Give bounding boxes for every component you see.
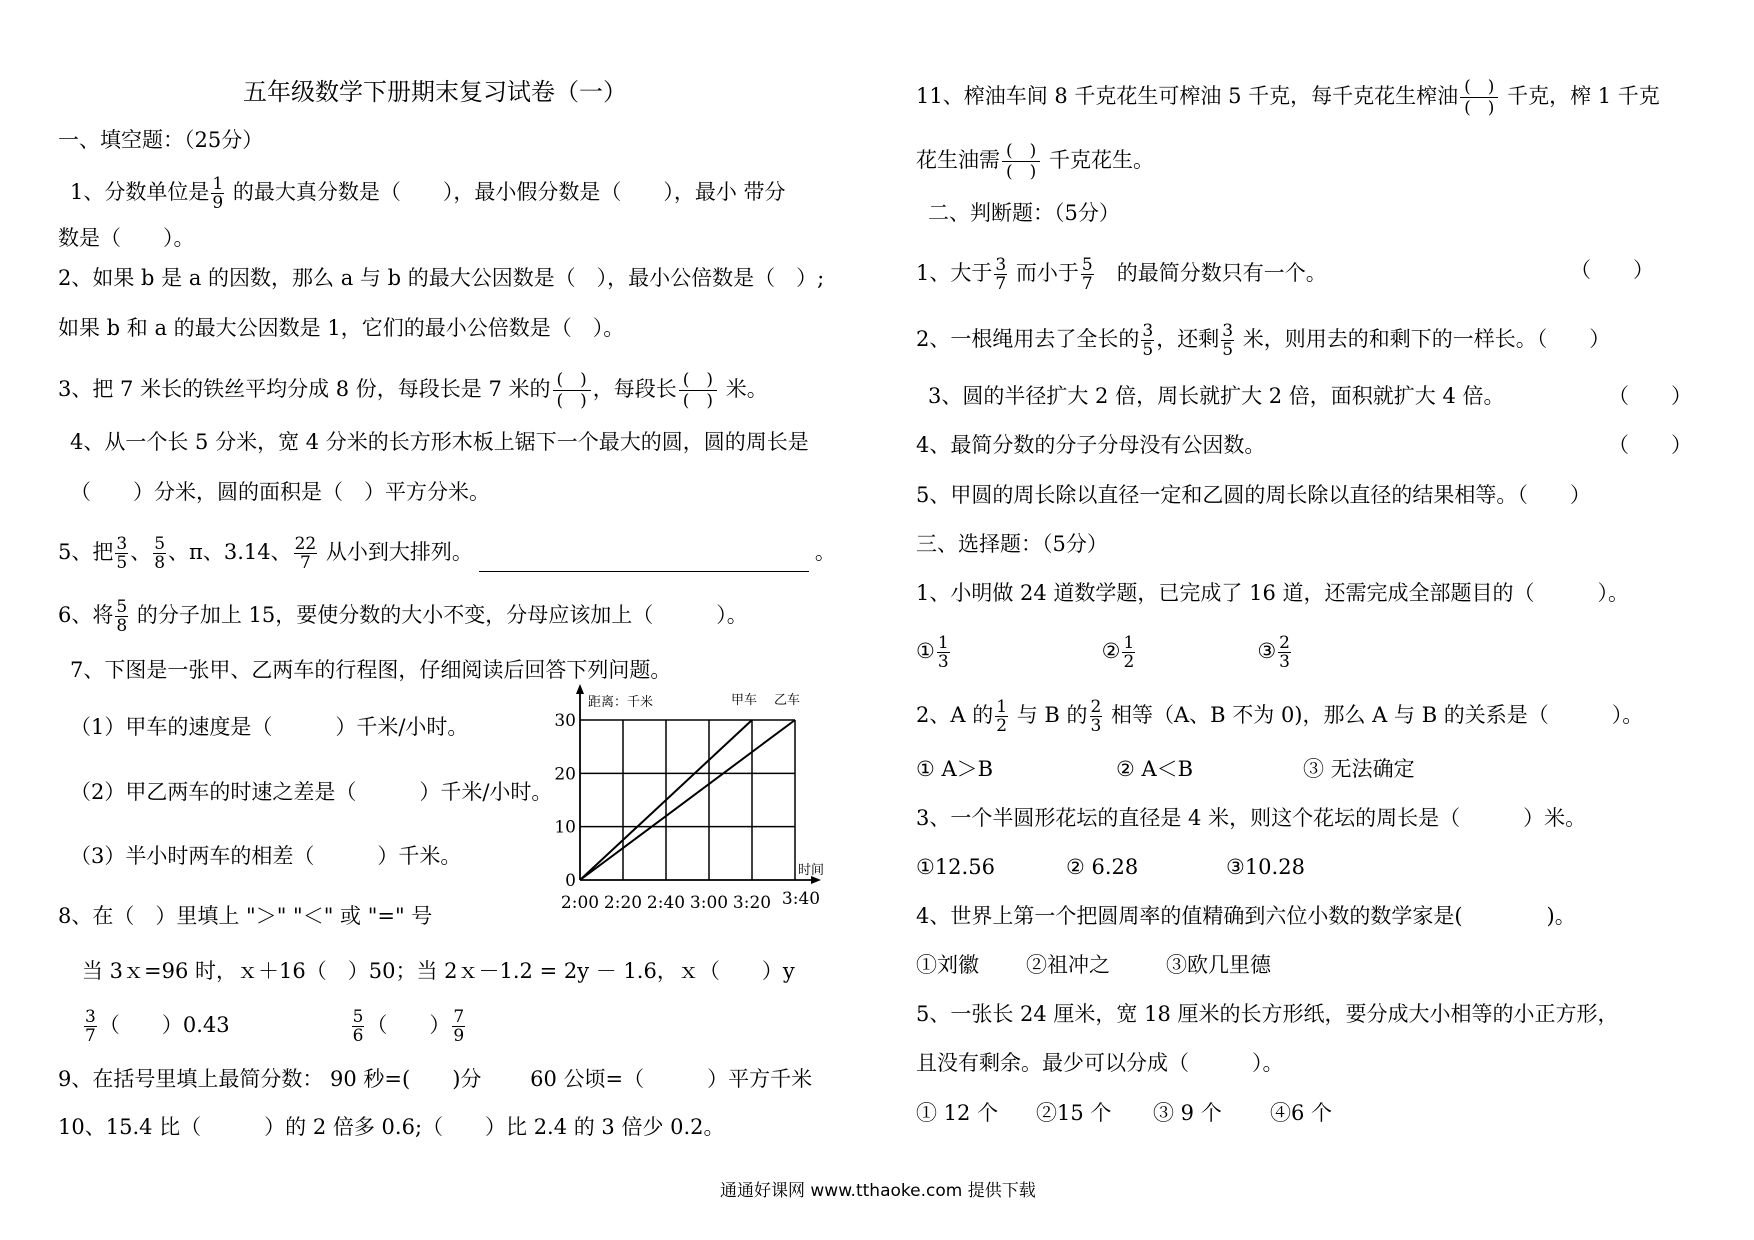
fraction: $\frac{5}{6}$ — [352, 1007, 364, 1046]
q11-text-d: 千克花生。 — [1042, 148, 1154, 172]
q3-text-b: ，每段长 — [592, 377, 677, 401]
q2-line2: 如果 b 和 a 的最大公因数是 1，它们的最小公倍数是（ ）。 — [58, 316, 625, 340]
q5-text-mid: 、π、3.14、 — [168, 540, 292, 564]
q11-line1 — [916, 77, 1660, 118]
option-2[interactable]: ② — [1101, 639, 1121, 663]
judge-answer-1[interactable]: （ ） — [1570, 258, 1654, 282]
judge-answer-4[interactable]: （ ） — [1608, 433, 1692, 457]
cq2-text-c: 相等（A、B 不为 0)，那么 A 与 B 的关系是（ ）。 — [1104, 703, 1644, 727]
q8-line: 8、在（ ）里填上 "＞" "＜" 或 "=" 号 — [58, 904, 433, 928]
judge-answer-2[interactable]: （ ） — [1536, 327, 1611, 351]
travel-chart — [545, 680, 865, 920]
x-tick-label: 3:40 — [781, 889, 821, 909]
x-tick-label: 3:00 — [689, 893, 729, 913]
x-tick-label: 3:20 — [732, 893, 772, 913]
cq2-text-a: 2、A 的 — [916, 703, 994, 727]
choice-q2 — [916, 698, 1643, 735]
fraction: $\frac{3}{5}$ — [1142, 321, 1154, 360]
fraction: $\frac{7}{9}$ — [453, 1007, 465, 1046]
fraction: $\frac{1}{2}$ — [1123, 633, 1135, 672]
judge-answer-3[interactable]: （ ） — [1608, 384, 1692, 408]
q2-line1: 2、如果 b 是 a 的因数，那么 a 与 b 的最大公因数是（ ），最小公倍数是（ ）; — [58, 266, 825, 290]
q8-compare-b: （ ） — [366, 1013, 451, 1037]
choice-q5-line2: 且没有剩余。最少可以分成（ ）。 — [916, 1051, 1284, 1075]
jq5-text: 5、甲圆的周长除以直径一定和乙圆的周长除以直径的结果相等。 — [916, 483, 1518, 507]
fraction: $\frac{3}{5}$ — [1222, 321, 1234, 360]
q5-text-a: 5、把 — [58, 540, 114, 564]
section2-header: 二、判断题：（5分） — [928, 201, 1120, 225]
page-title: 五年级数学下册期末复习试卷（一） — [243, 78, 627, 106]
q11-text-b: 千克，榨 1 千克 — [1500, 84, 1660, 108]
q7-sub2: （2）甲乙两车的时速之差是（ ）千米/小时。 — [70, 780, 553, 804]
q11-text-c: 花生油需 — [916, 148, 1000, 172]
chart-axes — [576, 684, 821, 884]
x-axis-label: 时间 — [797, 863, 825, 878]
choice-q4: 4、世界上第一个把圆周率的值精确到六位小数的数学家是( )。 — [916, 904, 1576, 928]
judge-q2 — [916, 322, 1610, 359]
choice-q1-options — [916, 634, 1293, 671]
fraction: $\frac{2}{3}$ — [1090, 697, 1102, 736]
q5-text-c: 。 — [814, 540, 836, 564]
choice-q2-opt1[interactable]: ① A＞B — [916, 757, 994, 781]
q5-text-b: 从小到大排列。 — [319, 540, 473, 564]
x-tick-label: 2:00 — [560, 893, 600, 913]
jq2-text-c: 米，则用去的和剩下的一样长。 — [1236, 327, 1537, 351]
series-label: 乙车 — [773, 693, 801, 708]
separator: 、 — [130, 540, 152, 564]
choice-q5-opt2[interactable]: ②15 个 — [1036, 1101, 1112, 1125]
paren-fraction: $\frac{( )}{( )}$ — [679, 370, 717, 411]
q7-sub1: （1）甲车的速度是（ ）千米/小时。 — [70, 715, 469, 739]
choice-q4-opt1[interactable]: ①刘徽 — [916, 953, 979, 977]
series-label: 甲车 — [730, 693, 758, 708]
judge-answer-5[interactable]: （ ） — [1517, 483, 1591, 507]
judge-q5 — [916, 481, 1591, 509]
y-axis-arrow — [576, 684, 584, 694]
y-tick-label: 0 — [565, 871, 576, 891]
paren-fraction: $\frac{( )}{( )}$ — [553, 370, 591, 411]
choice-q3: 3、一个半圆形花坛的直径是 4 米，则这个花坛的周长是（ ）米。 — [916, 806, 1587, 830]
section1-header: 一、填空题：（25分） — [58, 128, 264, 152]
q3-text-c: 米。 — [719, 377, 768, 401]
choice-q4-opt3[interactable]: ③欧几里德 — [1166, 953, 1271, 977]
jq1-text-c: 的最简分数只有一个。 — [1095, 261, 1327, 285]
q6-text-a: 6、将 — [58, 603, 114, 627]
fraction: $\frac{22}{7}$ — [294, 534, 317, 573]
fraction: $\frac{3}{5}$ — [116, 534, 128, 573]
choice-q3-opt1[interactable]: ①12.56 — [916, 855, 995, 879]
y-tick-label: 30 — [554, 711, 576, 731]
q8-line1: 当 3ｘ=96 时，ｘ＋16（ ）50；当 2ｘ－1.2 = 2y － 1.6，ｘ（ ）y — [82, 959, 795, 983]
q1-text-b: 的最大真分数是（ ），最小假分数是（ ），最小 带分 — [226, 180, 786, 204]
answer-line[interactable] — [479, 549, 809, 572]
choice-q2-opt2[interactable]: ② A＜B — [1116, 757, 1194, 781]
fraction: $\frac{3}{7}$ — [995, 255, 1007, 294]
q4-line2: （ ）分米，圆的面积是（ ）平方分米。 — [70, 480, 490, 504]
fraction: $\frac{1}{2}$ — [996, 697, 1008, 736]
judge-q1 — [916, 256, 1327, 293]
choice-q5-line1: 5、一张长 24 厘米，宽 18 厘米的长方形纸，要分成大小相等的小正方形， — [916, 1002, 1619, 1026]
q4-line1: 4、从一个长 5 分米，宽 4 分米的长方形木板上锯下一个最大的圆，圆的周长是 — [70, 430, 809, 454]
q6-line — [58, 598, 748, 635]
q8-compare-a: （ ）0.43 — [98, 1013, 230, 1037]
y-tick-label: 10 — [554, 817, 576, 838]
fraction: $\frac{1}{9}$ — [212, 174, 224, 213]
option-3[interactable]: ③ — [1257, 639, 1277, 663]
choice-q2-opt3[interactable]: ③ 无法确定 — [1303, 757, 1415, 781]
choice-q5-opt3[interactable]: ③ 9 个 — [1153, 1101, 1222, 1125]
series-line — [580, 720, 795, 880]
choice-q3-opt3[interactable]: ③10.28 — [1226, 855, 1305, 879]
jq1-text-b: 而小于 — [1009, 261, 1079, 285]
q5-line — [58, 535, 836, 572]
section3-header: 三、选择题：（5分） — [916, 532, 1108, 556]
q11-line2 — [916, 141, 1154, 182]
paren-fraction: $\frac{( )}{( )}$ — [1460, 77, 1498, 118]
chart-series — [580, 720, 795, 880]
q6-text-b: 的分子加上 15，要使分数的大小不变，分母应该加上（ ）。 — [130, 603, 748, 627]
fraction: $\frac{1}{3}$ — [937, 633, 949, 672]
fraction: $\frac{3}{7}$ — [85, 1007, 96, 1046]
q9-line: 9、在括号里填上最简分数： 90 秒=( )分 60 公顷=（ ）平方千米 — [58, 1067, 813, 1091]
judge-q3: 3、圆的半径扩大 2 倍，周长就扩大 2 倍，面积就扩大 4 倍。 — [928, 384, 1505, 408]
q1-line1 — [70, 175, 786, 212]
q7-line: 7、下图是一张甲、乙两车的行程图，仔细阅读后回答下列问题。 — [70, 658, 672, 682]
choice-q5-opt4[interactable]: ④6 个 — [1270, 1101, 1333, 1125]
paren-fraction: $\frac{( )}{( )}$ — [1002, 141, 1040, 182]
choice-q4-opt2[interactable]: ②祖冲之 — [1026, 953, 1110, 977]
footer-credit: 通通好课网 www.tthaoke.com 提供下载 — [720, 1181, 1036, 1201]
option-1[interactable]: ① — [916, 639, 935, 663]
choice-q3-opt2[interactable]: ② 6.28 — [1066, 855, 1139, 879]
q3-line — [58, 370, 768, 411]
q11-text-a: 11、榨油车间 8 千克花生可榨油 5 千克，每千克花生榨油 — [916, 84, 1459, 108]
y-tick-label: 20 — [554, 764, 576, 785]
jq2-text-a: 2、一根绳用去了全长的 — [916, 327, 1140, 351]
fraction: $\frac{2}{3}$ — [1279, 633, 1290, 672]
q1-text-a: 1、分数单位是 — [70, 180, 210, 204]
q10-line: 10、15.4 比（ ）的 2 倍多 0.6;（ ）比 2.4 的 3 倍少 0.2。 — [58, 1115, 725, 1139]
y-axis-label: 距离：千米 — [588, 695, 654, 710]
fraction: $\frac{5}{7}$ — [1081, 255, 1093, 294]
q1-line2: 数是（ ）。 — [58, 226, 195, 250]
choice-q5-opt1[interactable]: ① 12 个 — [916, 1101, 999, 1125]
x-tick-label: 2:20 — [603, 893, 643, 913]
cq2-text-b: 与 B 的 — [1010, 703, 1088, 727]
q3-text-a: 3、把 7 米长的铁丝平均分成 8 份，每段长是 7 米的 — [58, 377, 551, 401]
q7-sub3: （3）半小时两车的相差（ ）千米。 — [70, 844, 462, 868]
choice-q1: 1、小明做 24 道数学题，已完成了 16 道，还需完成全部题目的（ ）。 — [916, 581, 1630, 605]
x-tick-label: 2:40 — [646, 893, 686, 913]
jq2-text-b: ，还剩 — [1156, 327, 1220, 351]
judge-q4: 4、最简分数的分子分母没有公因数。 — [916, 433, 1266, 457]
fraction: $\frac{5}{8}$ — [154, 534, 166, 573]
jq1-text-a: 1、大于 — [916, 261, 993, 285]
q8-line2 — [82, 1008, 467, 1045]
fraction: $\frac{5}{8}$ — [116, 597, 128, 636]
